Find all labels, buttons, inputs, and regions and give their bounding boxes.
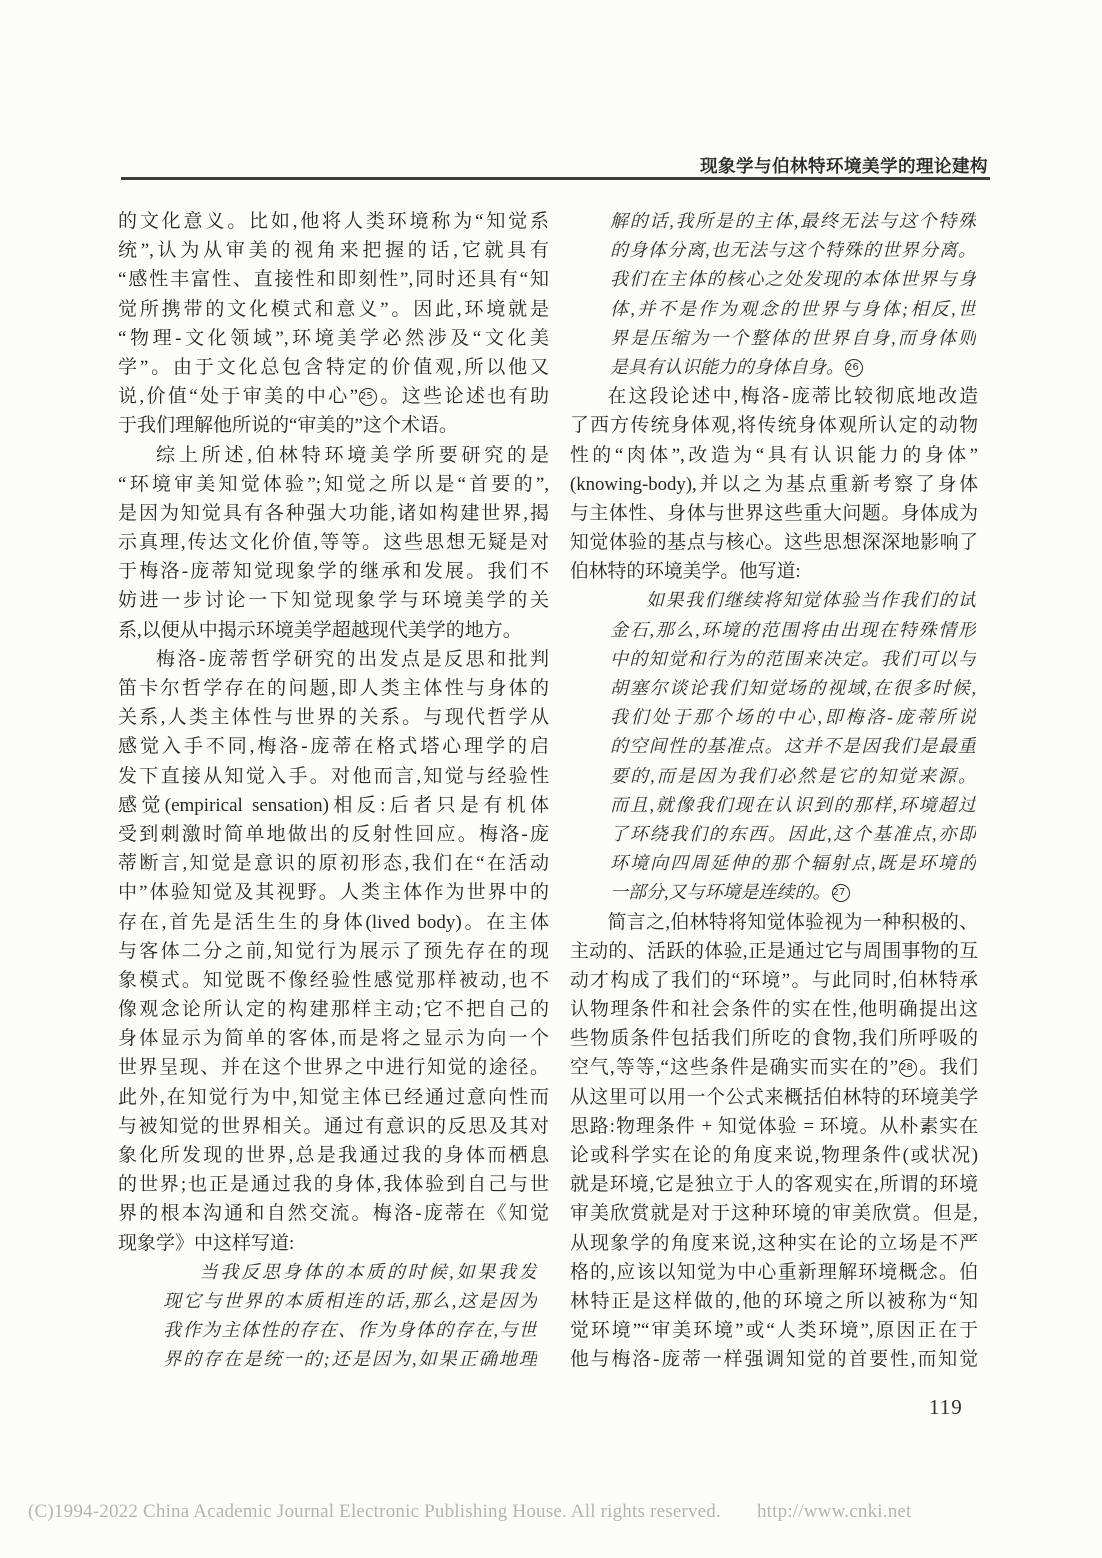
text-line: 妨进一步讨论一下知觉现象学与环境美学的关 [118,590,549,612]
text-line: 从现象学的角度来说,这种实在论的立场是不严 [570,1232,978,1254]
text-line: 觉所携带的文化模式和意义”。因此,环境就是 [118,298,549,320]
text-line: 林特正是这样做的,他的环境之所以被称为“知 [570,1290,978,1312]
text-line: 是具有认识能力的身体自身。 26 [610,353,976,382]
text-line: 说,价值“处于审美的中心” 25 。这些论述也有助 [118,386,549,408]
text-line: 解的话,我所是的主体,最终无法与这个特殊 [610,211,976,231]
text-line: 蒂断言,知觉是意识的原初形态,我们在“在活动 [118,853,549,875]
text-line: 如果我们继续将知觉体验当作我们的试 [646,590,976,611]
text-line: 的世界;也正是通过我的身体,我体验到自己与世 [118,1174,549,1196]
text-line: 的文化意义。比如,他将人类环境称为“知觉系 [118,211,549,232]
text-line: 体,并不是作为观念的世界与身体;相反,世 [610,298,976,319]
text-line: 中的知觉和行为的范围来决定。我们可以与 [610,648,976,669]
text-line: 觉环境”“审美环境”或“人类环境”,原因正在于 [570,1320,978,1342]
text-line: 象化所发现的世界,总是我通过我的身体而栖息 [118,1145,549,1166]
header-rule [121,177,990,180]
text-line: 统”,认为从审美的视角来把握的话,它就具有 [118,240,549,262]
text-line: 空气,等等,“这些条件是确实而实在的” 28 。我们 [570,1057,978,1079]
text-line: 发下直接从知觉入手。对他而言,知觉与经验性 [118,765,549,787]
footnote-marker: 25 [359,388,377,406]
text-line: 要的,而是因为我们必然是它的知觉来源。 [610,765,976,786]
text-line: 与客体二分之前,知觉行为展示了预先存在的现 [118,940,549,962]
text-line: 动才构成了我们的“环境”。与此同时,伯林特承 [570,969,978,991]
text-line: 我们处于那个场的中心,即梅洛-庞蒂所说 [610,707,976,728]
text-line: 中”体验知觉及其视野。人类主体作为世界中的 [118,882,549,904]
text-line: 笛卡尔哲学存在的问题,即人类主体性与身体的 [118,678,549,699]
text-line: 世界呈现、并在这个世界之中进行知觉的途径。 [118,1057,549,1079]
text-line: 环境向四周延伸的那个辐射点,既是环境的 [610,853,976,874]
text-line: 的空间性的基准点。这并不是因我们是最重 [610,736,976,757]
text-line: 存在,首先是活生生的身体(lived body)。在主体 [118,911,549,933]
text-line: “环境审美知觉体验”;知觉之所以是“首要的”, [118,473,549,495]
footnote-marker: 28 [899,1059,917,1077]
page-number: 119 [929,1395,963,1419]
text-line: 论或科学实在论的角度来说,物理条件(或状况) [570,1145,978,1166]
text-line: 现象学》中这样写道: [118,1232,295,1254]
text-line: 感觉(empirical sensation)相反:后者只是有机体 [118,794,549,816]
text-line: 是因为知觉具有各种强大功能,诸如构建世界,揭 [118,502,549,524]
text-line: 学”。由于文化总包含特定的价值观,所以他又 [118,356,549,378]
text-line: “感性丰富性、直接性和即刻性”,同时还具有“知 [118,269,549,291]
text-line: 认物理条件和社会条件的实在性,他明确提出这 [570,999,978,1021]
text-line: 思路:物理条件 + 知觉体验 = 环境。从朴素实在 [570,1115,978,1137]
text-line: 一部分,又与环境是连续的。 27 [610,878,976,907]
text-line: 主动的、活跃的体验,正是通过它与周围事物的互 [570,940,978,962]
footnote-marker: 26 [845,359,863,377]
text-line: 胡塞尔谈论我们知觉场的视域,在很多时候, [610,678,976,698]
text-line: 简言之,伯林特将知觉体验视为一种积极的、 [607,911,978,933]
text-line: 与主体性、身体与世界这些重大问题。身体成为 [570,502,978,524]
text-line: 而且,就像我们现在认识到的那样,环境超过 [610,794,976,815]
text-line: “物理-文化领域”,环境美学必然涉及“文化美 [118,327,549,349]
text-line: 了西方传统身体观,将传统身体观所认定的动物 [570,415,978,437]
text-line: 在这段论述中,梅洛-庞蒂比较彻底地改造 [607,386,978,408]
text-line: 了环绕我们的东西。因此,这个基准点,亦即 [610,823,976,844]
text-line: 现它与世界的本质相连的话,那么,这是因为 [163,1290,537,1311]
text-line: 系,以便从中揭示环境美学超越现代美学的地方。 [118,619,522,641]
footnote-marker: 27 [832,884,850,902]
text-line: 像观念论所认定的构建那样主动;它不把自己的 [118,999,549,1021]
text-line: 些物质条件包括我们所吃的食物,我们所呼吸的 [570,1028,978,1050]
text-line: 伯林特的环境美学。他写道: [570,561,801,583]
text-line: 从这里可以用一个公式来概括伯林特的环境美学 [570,1086,978,1108]
text-line: 于我们理解他所说的“审美的”这个术语。 [118,415,458,437]
text-line: 综上所述,伯林特环境美学所要研究的是 [156,444,549,466]
text-line: 金石,那么,环境的范围将由出现在特殊情形 [610,619,976,640]
text-line: 此外,在知觉行为中,知觉主体已经通过意向性而 [118,1086,549,1108]
text-line: 就是环境,它是独立于人的客观实在,所谓的环境 [570,1174,978,1196]
text-column-right [570,207,978,1375]
text-line: 界的根本沟通和自然交流。梅洛-庞蒂在《知觉 [118,1203,549,1225]
running-head-title: 现象学与伯林特环境美学的理论建构 [700,156,988,176]
text-line: 示真理,传达文化价值,等等。这些思想无疑是对 [118,532,549,554]
footer-copyright: (C)1994-2022 China Academic Journal Electronic Publishing House. All rights reserved. [28,1501,721,1522]
text-line: 他与梅洛-庞蒂一样强调知觉的首要性,而知觉 [570,1349,978,1371]
text-line: 象模式。知觉既不像经验性感觉那样被动,也不 [118,969,549,991]
text-line: 受到刺激时简单地做出的反射性回应。梅洛-庞 [118,823,549,845]
text-line: 当我反思身体的本质的时候,如果我发 [199,1261,537,1282]
text-line: 与被知觉的世界相关。通过有意识的反思及其对 [118,1115,549,1137]
text-line: 梅洛-庞蒂哲学研究的出发点是反思和批判 [156,648,549,670]
text-line: 关系,人类主体性与世界的关系。与现代哲学从 [118,707,549,729]
text-line: 界的存在是统一的;还是因为,如果正确地理 [163,1349,537,1370]
text-line: 界是压缩为一个整体的世界自身,而身体则 [610,327,976,348]
text-column-left [118,207,549,1375]
footer [28,1501,912,1523]
text-line: 知觉体验的基点与核心。这些思想深深地影响了 [570,532,978,554]
text-line: (knowing-body),并以之为基点重新考察了身体 [570,473,978,495]
text-line: 我作为主体性的存在、作为身体的存在,与世 [163,1320,537,1341]
text-line: 审美欣赏就是对于这种环境的审美欣赏。但是, [570,1203,978,1225]
text-line: 我们在主体的核心之处发现的本体世界与身 [610,269,976,290]
text-line: 感觉入手不同,梅洛-庞蒂在格式塔心理学的启 [118,736,549,758]
text-line: 于梅洛-庞蒂知觉现象学的继承和发展。我们不 [118,561,549,583]
text-line: 身体显示为简单的客体,而是将之显示为向一个 [118,1028,549,1050]
footer-url: http://www.cnki.net [756,1501,912,1522]
text-line: 性的“肉体”,改造为“具有认识能力的身体” [570,444,978,466]
text-line: 格的,应该以知觉为中心重新理解环境概念。伯 [570,1261,978,1283]
text-line: 的身体分离,也无法与这个特殊的世界分离。 [610,240,976,261]
